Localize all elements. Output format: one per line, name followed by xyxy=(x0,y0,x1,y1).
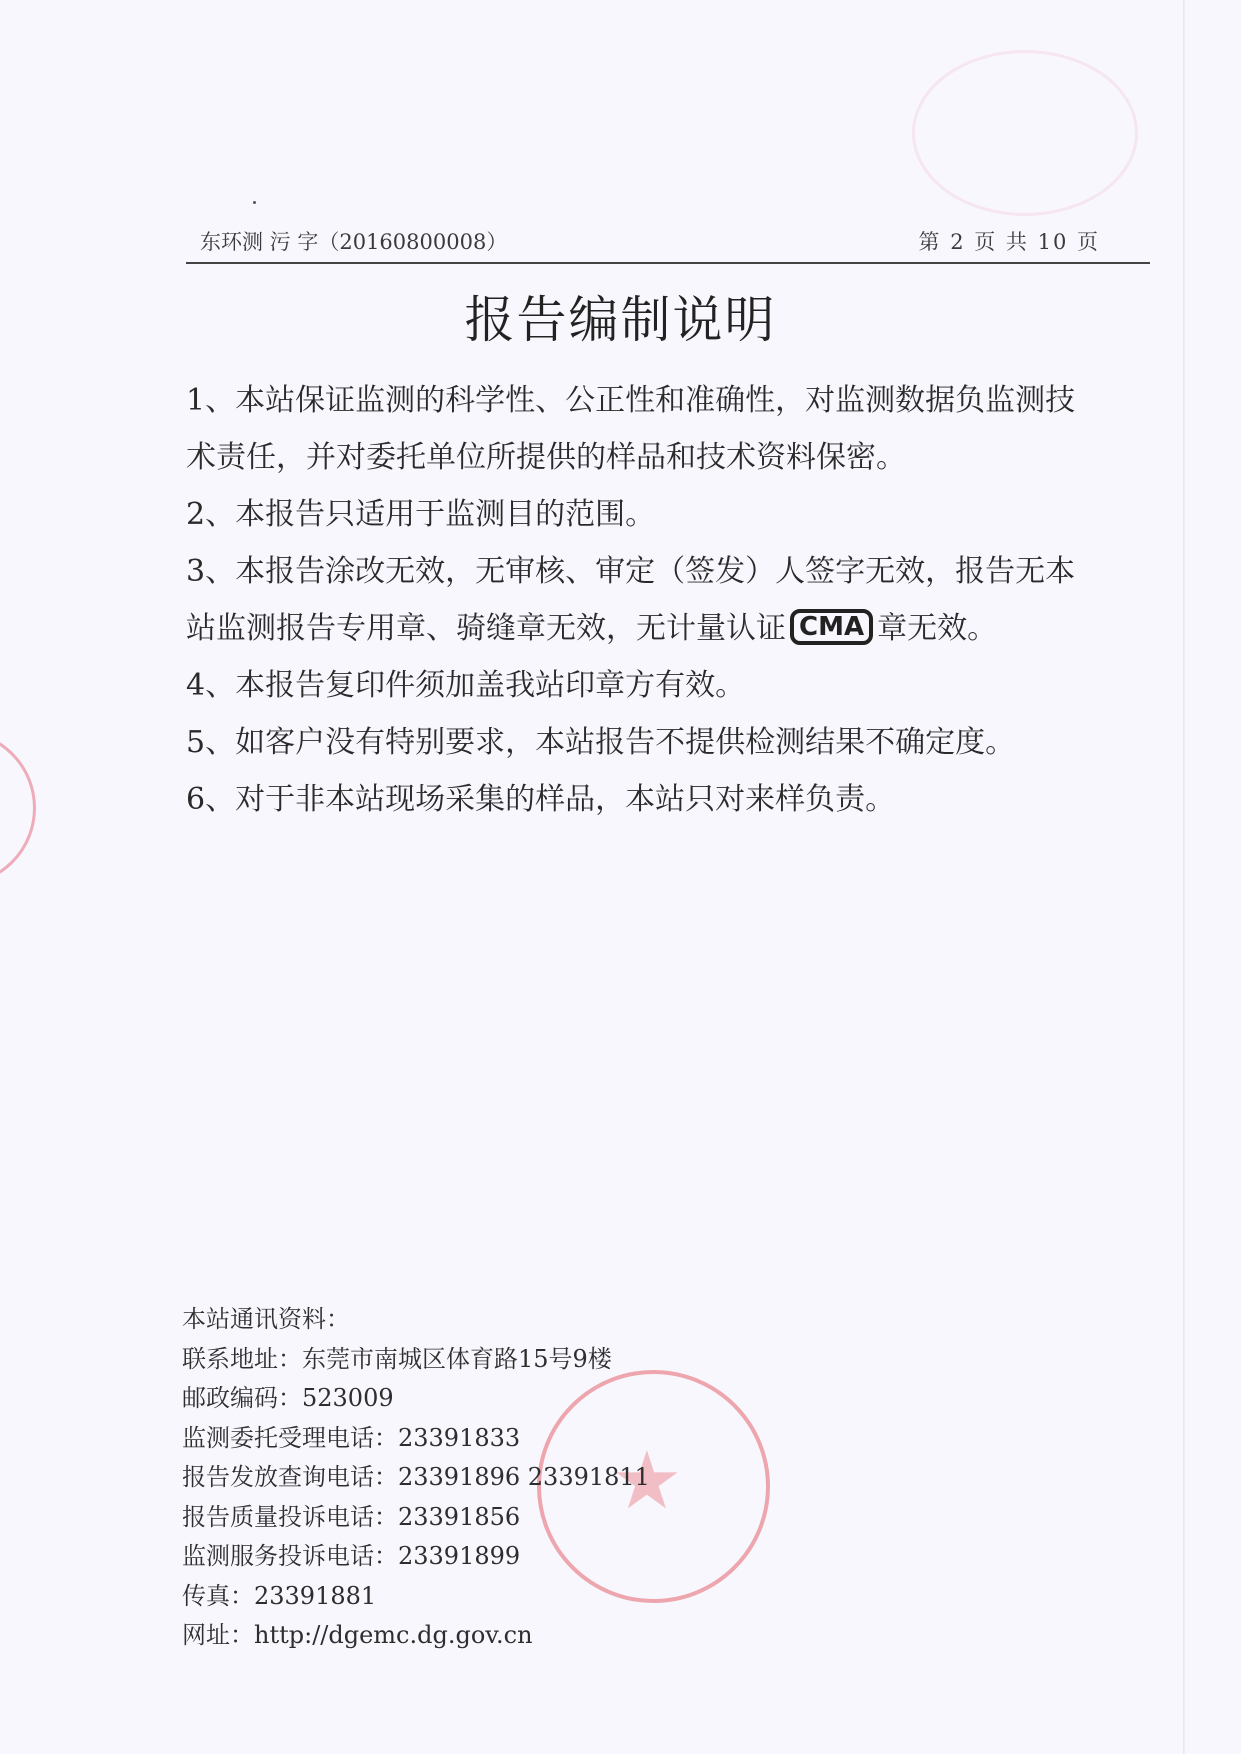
contact-label: 报告质量投诉电话： xyxy=(182,1502,398,1531)
clause-3-tail: 章无效。 xyxy=(877,611,998,646)
clause-5: 5、如客户没有特别要求，本站报告不提供检测结果不确定度。 xyxy=(186,725,1016,760)
clause-3 xyxy=(186,543,1101,657)
contact-value: 东莞市南城区体育路15号9楼 xyxy=(302,1344,612,1373)
contact-label: 监测委托受理电话： xyxy=(182,1423,398,1452)
star-icon: ★ xyxy=(611,1434,683,1527)
document-header xyxy=(186,222,1150,264)
contact-label: 传真： xyxy=(182,1581,254,1610)
seam-stamp-edge xyxy=(0,730,36,886)
clause-1: 1、本站保证监测的科学性、公正性和准确性，对监测数据负监测技术责任，并对委托单位所提供的样品和技术资料保密。 xyxy=(186,383,1076,475)
contact-label: 报告发放查询电话： xyxy=(182,1463,398,1491)
document-number: 东环测 污 字（20160800008） xyxy=(200,230,508,254)
clause-2: 2、本报告只适用于监测目的范围。 xyxy=(186,497,656,532)
page-fold-line xyxy=(1183,0,1185,1754)
clause-3-text: 3、本报告涂改无效，无审核、审定（签发）人签字无效，报告无本站监测报告专用章、骑缝章无效，无计量认证 xyxy=(186,554,1076,646)
contact-value: 23391833 xyxy=(398,1423,521,1452)
contact-website xyxy=(182,1616,650,1656)
contact-fax xyxy=(182,1577,650,1617)
clause-6: 6、对于非本站现场采集的样品，本站只对来样负责。 xyxy=(186,782,896,817)
contact-quality-complaint-phone xyxy=(182,1498,650,1538)
contact-value: 23391899 xyxy=(398,1542,521,1570)
scan-speck xyxy=(253,201,256,204)
contact-postcode xyxy=(182,1379,650,1419)
contact-service-complaint-phone xyxy=(182,1537,650,1577)
contact-label: 网址： xyxy=(182,1621,254,1649)
contact-value: 523009 xyxy=(302,1384,394,1412)
page-title: 报告编制说明 xyxy=(464,291,777,349)
contact-address xyxy=(182,1340,650,1380)
contact-heading: 本站通讯资料： xyxy=(182,1305,350,1333)
contact-info xyxy=(182,1300,650,1656)
bleed-through-stamp xyxy=(912,50,1138,216)
contact-label: 邮政编码： xyxy=(182,1384,302,1412)
website-link[interactable]: http://dgemc.dg.gov.cn xyxy=(254,1621,533,1649)
contact-value: 23391896 23391811 xyxy=(398,1463,650,1491)
contact-commission-phone xyxy=(182,1419,650,1459)
clause-list xyxy=(186,372,1101,828)
contact-label: 联系地址： xyxy=(182,1344,302,1373)
contact-report-query-phone xyxy=(182,1458,650,1498)
contact-label: 监测服务投诉电话： xyxy=(182,1542,398,1570)
cma-certification-icon: CMA xyxy=(790,609,873,645)
contact-value: 23391856 xyxy=(398,1502,521,1531)
page-info: 第 2 页 共 10 页 xyxy=(918,230,1100,254)
clause-4: 4、本报告复印件须加盖我站印章方有效。 xyxy=(186,668,746,703)
contact-value: 23391881 xyxy=(254,1581,377,1610)
